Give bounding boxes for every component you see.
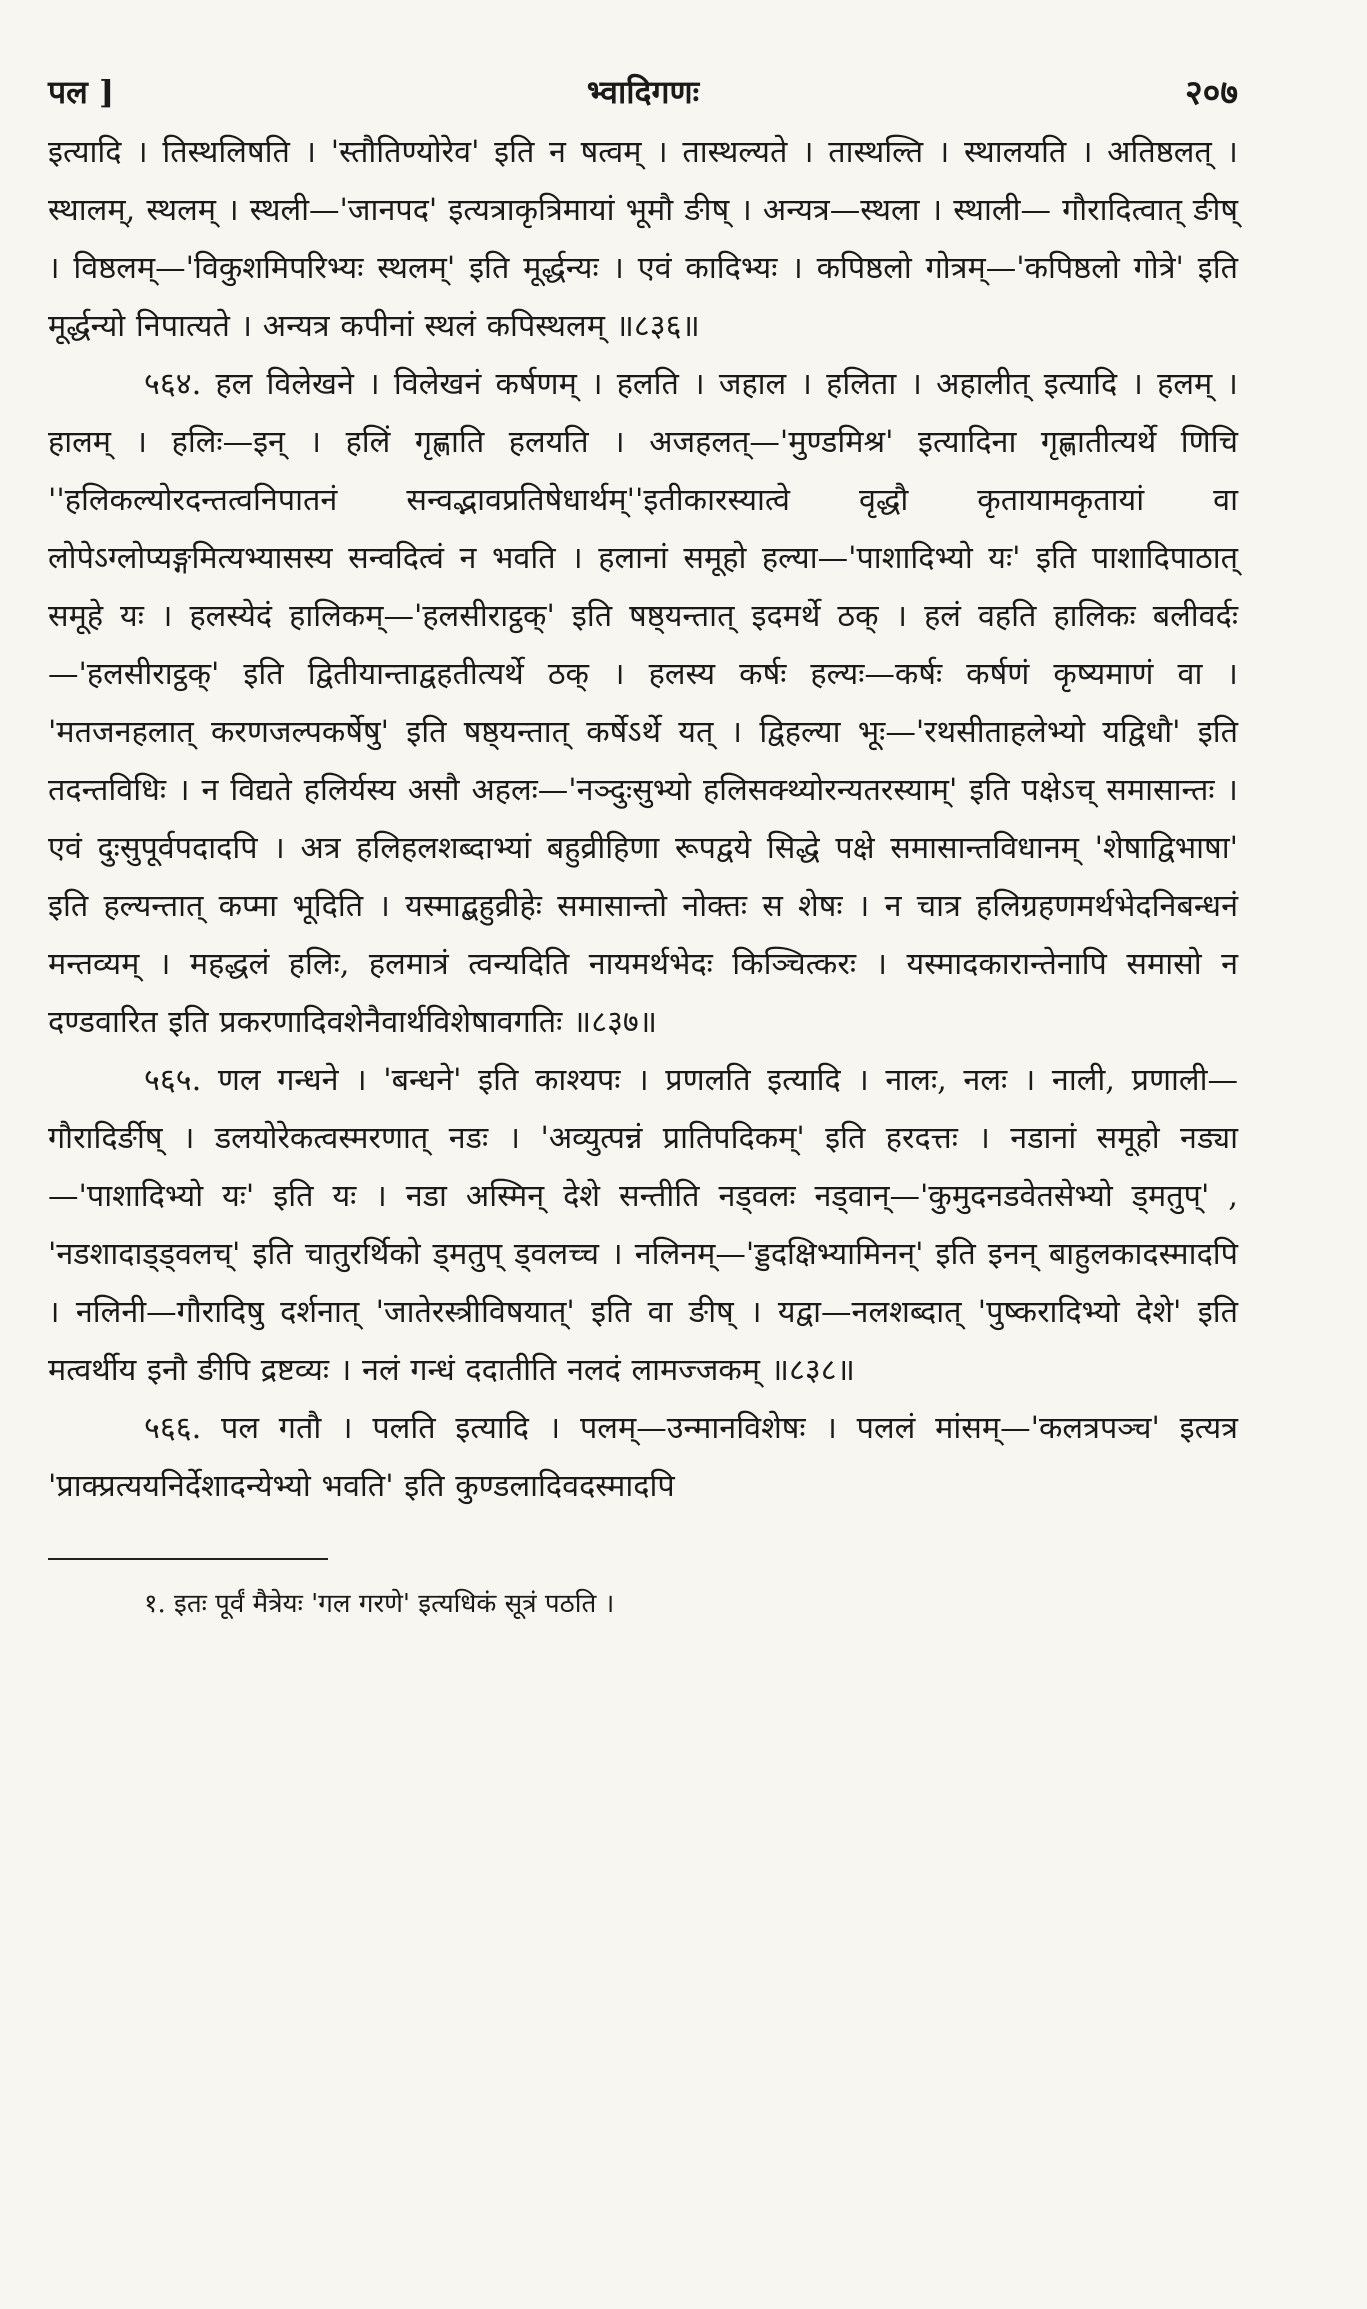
running-header — [48, 60, 1238, 124]
paragraph-sutra-565: ५६५. णल गन्धने । 'बन्धने' इति काश्यपः । प्रणलति इत्यादि । नालः, नलः । नाली, प्रणाली—गौरादिर्ङीष् । डलयोरेकत्वस्मरणात् नडः । 'अव्युत्पन्नं प्रातिपदिकम्' इति हरदत्तः । नडानां समूहो नड्या—'पाशादिभ्यो यः' इति यः । नडा अस्मिन् देशे सन्तीति नड्वलः नड्वान्—'कुमुदनडवेतसेभ्यो ड्मतुप्' , 'नडशादाड्ड्वलच्' इति चातुरर्थिको ड्मतुप् ड्वलच्च । नलिनम्—'ड्डदक्षिभ्यामिनन्' इति इनन् बाहुलकादस्मादपि । नलिनी—गौरादिषु दर्शनात् 'जातेरस्त्रीविषयात्' इति वा ङीष् । यद्वा—नलशब्दात् 'पुष्करादिभ्यो देशे' इति मत्वर्थीय इनौ ङीपि द्रष्टव्यः । नलं गन्धं ददातीति नलदं लामज्जकम् ॥८३८॥ — [48, 1063, 1238, 1388]
paragraph-sutra-566: ५६६. पल गतौ । पलति इत्यादि । पलम्—उन्मानविशेषः । पललं मांसम्—'कलत्रपञ्च' इत्यत्र 'प्राक्प्रत्ययनिर्देशादन्येभ्यो भवति' इति कुण्डलादिवदस्मादपि — [48, 1411, 1238, 1504]
page — [48, 60, 1238, 1626]
main-text — [48, 124, 1238, 1516]
page-number: २०७ — [1184, 73, 1238, 113]
footnote: १. इतः पूर्वं मैत्रेयः 'गल गरणे' इत्यधिकं सूत्रं पठति । — [144, 1589, 615, 1619]
header-title: भ्वादिगणः — [586, 73, 700, 111]
header-section-marker: पल ] — [48, 73, 115, 111]
paragraph-sutra-564: ५६४. हल विलेखने । विलेखनं कर्षणम् । हलति । जहाल । हलिता । अहालीत् इत्यादि । हलम् । हालम् । हलिः—इन् । हलिं गृह्णाति हलयति । अजहलत्—'मुण्डमिश्र' इत्यादिना गृह्णातीत्यर्थे णिचि ''हलिकल्योरदन्तत्वनिपातनं सन्वद्भावप्रतिषेधार्थम्''इतीकारस्यात्वे वृद्धौ कृतायामकृतायां वा लोपेऽग्लोप्यङ्गमित्यभ्यासस्य सन्वदित्वं न भवति । हलानां समूहो हल्या—'पाशादिभ्यो यः' इति पाशादिपाठात् समूहे यः । हलस्येदं हालिकम्—'हलसीराट्ठक्' इति षष्ठ्यन्तात् इदमर्थे ठक् । हलं वहति हालिकः बलीवर्दः—'हलसीराट्ठक्' इति द्वितीयान्ताद्वहतीत्यर्थे ठक् । हलस्य कर्षः हल्यः—कर्षः कर्षणं कृष्यमाणं वा । 'मतजनहलात् करणजल्पकर्षेषु' इति षष्ठ्यन्तात् कर्षेऽर्थे यत् । द्विहल्या भूः—'रथसीताहलेभ्यो यद्विधौ' इति तदन्तविधिः । न विद्यते हलिर्यस्य असौ अहलः—'नञ्दुःसुभ्यो हलिसक्थ्योरन्यतरस्याम्' इति पक्षेऽच् समासान्तः । एवं दुःसुपूर्वपदादपि । अत्र हलिहलशब्दाभ्यां बहुव्रीहिणा रूपद्वये सिद्धे पक्षे समासान्तविधानम् 'शेषाद्विभाषा' इति हल्यन्तात् कप्मा भूदिति । यस्माद्बहुव्रीहेः समासान्तो नोक्तः स शेषः । न चात्र हलिग्रहणमर्थभेदनिबन्धनं मन्तव्यम् । महद्धलं हलिः, हलमात्रं त्वन्यदिति नायमर्थभेदः किञ्चित्करः । यस्मादकारान्तेनापि समासो न दण्डवारित इति प्रकरणादिवशेनैवार्थविशेषावगतिः ॥८३७॥ — [48, 367, 1238, 1040]
footnote-divider — [48, 1558, 328, 1560]
paragraph-continuation: इत्यादि । तिस्थलिषति । 'स्तौतिण्योरेव' इति न षत्वम् । तास्थल्यते । तास्थल्ति । स्थालयति । अतिष्ठलत् । स्थालम्, स्थलम् । स्थली—'जानपद' इत्यत्राकृत्रिमायां भूमौ ङीष् । अन्यत्र—स्थला । स्थाली— गौरादित्वात् ङीष् । विष्ठलम्—'विकुशमिपरिभ्यः स्थलम्' इति मूर्द्धन्यः । एवं कादिभ्यः । कपिष्ठलो गोत्रम्—'कपिष्ठलो गोत्रे' इति मूर्द्धन्यो निपात्यते । अन्यत्र कपीनां स्थलं कपिस्थलम् ॥८३६॥ — [48, 135, 1238, 344]
